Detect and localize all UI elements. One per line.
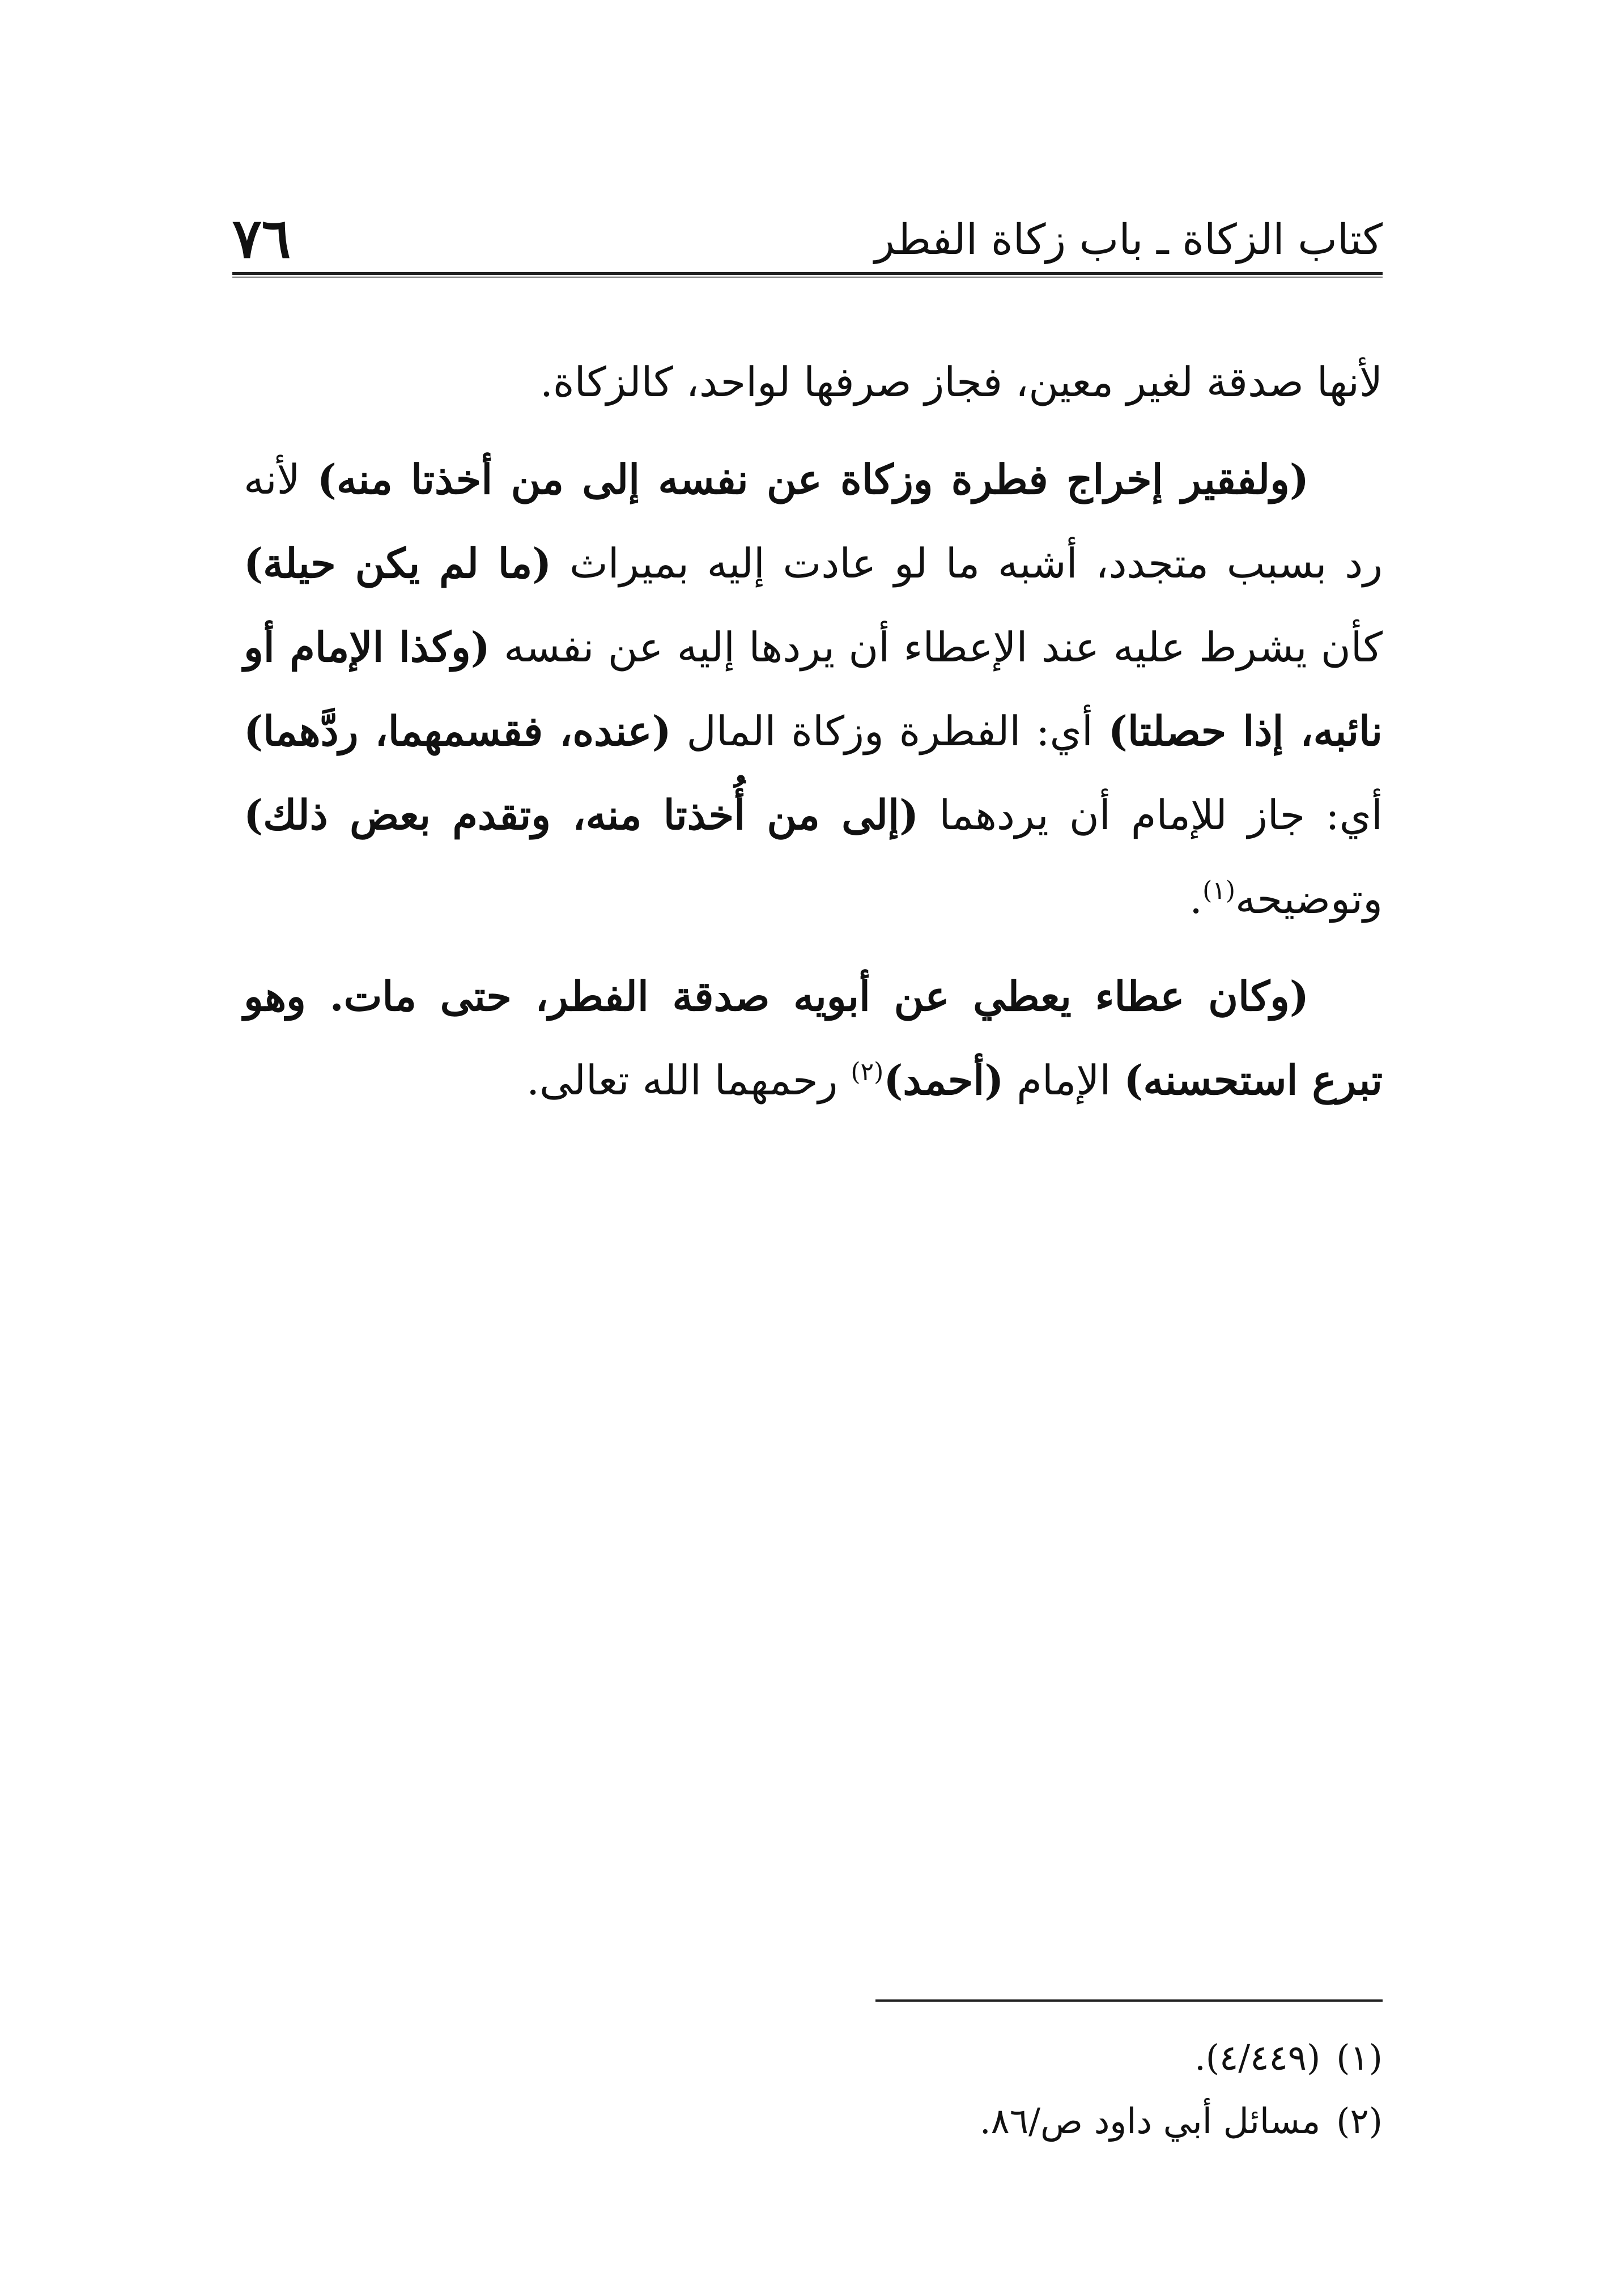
footnote-separator <box>875 1999 1383 2002</box>
footnotes <box>850 2026 1383 2153</box>
footnote-ref-2[interactable]: (٢) <box>851 1058 884 1086</box>
matn-segment: (ولفقير إخراج فطرة وزكاة عن نفسه إلى من أخذتا منه) <box>317 455 1309 503</box>
header-rule <box>232 272 1383 278</box>
matn-segment: (أحمد) <box>883 1056 1004 1104</box>
footnote-ref-1[interactable]: (١) <box>1202 876 1236 905</box>
page-number: ٧٦ <box>232 206 291 270</box>
header-title: كتاب الزكاة ـ باب زكاة الفطر <box>874 215 1383 264</box>
matn-segment: (وكان عطاء يعطي عن أبويه صدقة الفطر، حتى مات. وهو تبرع استحسنه) <box>244 972 1383 1104</box>
footnote-number: (٢) <box>1336 2100 1383 2142</box>
paragraph-1-text: لأنها صدقة لغير معين، فجاز صرفها لواحد، كالزكاة. <box>540 358 1383 406</box>
footnote-text: مسائل أبي داود ص/٨٦. <box>979 2100 1321 2142</box>
sharh-segment: أي: الفطرة وزكاة المال <box>671 707 1108 755</box>
sharh-segment: رحمهما الله تعالى. <box>526 1056 851 1104</box>
matn-segment: (إلى من أُخذتا منه، وتقدم بعض ذلك) <box>244 791 919 839</box>
footnote-2 <box>850 2090 1383 2153</box>
matn-segment: (عنده، فقسمهما، ردَّهما) <box>244 707 671 755</box>
main-text <box>244 340 1383 1136</box>
sentence-end: . <box>1189 875 1203 923</box>
sharh-segment: لأنه رد بسبب متجدد، أشبه ما لو عادت إليه بميراث <box>244 456 1383 587</box>
matn-segment: (وكذا الإمام أو نائبه، إذا حصلتا) <box>244 623 1383 755</box>
matn-segment: (ما لم يكن حيلة) <box>244 539 552 587</box>
running-header <box>232 193 1383 278</box>
sharh-segment: وتوضيحه <box>1235 875 1383 923</box>
footnote-number: (١) <box>1336 2037 1383 2078</box>
paragraph-2 <box>244 438 1383 941</box>
footnote-text: (٤/٤٤٩). <box>1194 2037 1321 2078</box>
sharh-segment: الإمام <box>1004 1056 1124 1104</box>
footnote-1 <box>850 2026 1383 2090</box>
sharh-segment: كأن يشرط عليه عند الإعطاء أن يردها إليه عن نفسه <box>490 623 1383 671</box>
paragraph-1 <box>244 340 1383 424</box>
sharh-segment: أي: جاز للإمام أن يردهما <box>919 791 1383 839</box>
paragraph-3 <box>244 954 1383 1122</box>
